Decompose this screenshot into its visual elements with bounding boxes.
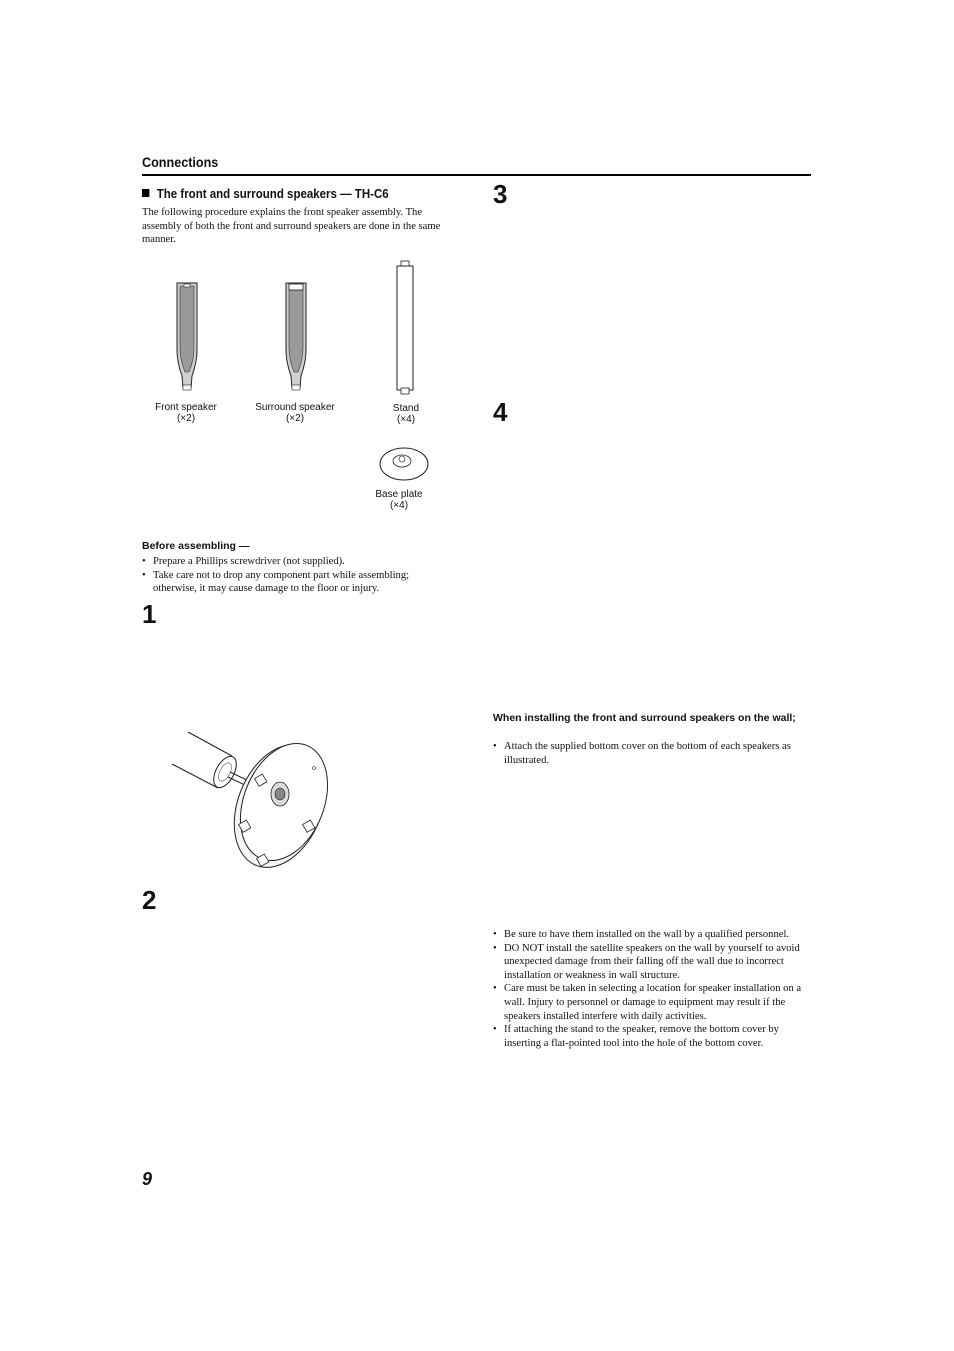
stand-illustration [394,260,416,396]
header-rule [142,174,811,176]
list-item: • Care must be taken in selecting a location for speaker installation on a wall. Injury to personnel or damage to equipment may result if the speakers installed interfere with daily activities. [493,982,811,1023]
front-speaker-caption [141,402,231,424]
front-speaker-qty: (×2) [176,413,196,424]
stand-caption [376,403,436,425]
base-plate-qty: (×4) [389,500,409,511]
base-plate-illustration [378,446,430,482]
step-number-3: 3 [493,179,508,209]
section-title: Connections [142,154,219,170]
wall-install-notes [493,928,811,1050]
step-number-4: 4 [493,397,508,427]
list-item: • Take care not to drop any component part while assembling; otherwise, it may cause damage to the floor or injury. [142,569,447,596]
list-item: • If attaching the stand to the speaker, remove the bottom cover by inserting a flat-pointed tool into the hole of the bottom cover. [493,1023,811,1050]
wall-install-list [493,740,811,767]
wall-install-heading: When installing the front and surround speakers on the wall; [493,712,796,724]
list-item: • Attach the supplied bottom cover on the bottom of each speakers as illustrated. [493,740,811,767]
before-assembling-list [142,555,447,596]
surround-speaker-illustration [281,280,311,394]
surround-speaker-caption [244,402,346,424]
list-item: • Prepare a Phillips screwdriver (not supplied). [142,555,447,569]
step-number-2: 2 [142,885,157,915]
list-item: • DO NOT install the satellite speakers on the wall by yourself to avoid unexpected damage from their falling off the wall due to incorrect installation or weakness in wall structure. [493,942,811,983]
front-speaker-illustration [172,280,202,394]
subsection-title: The front and surround speakers — TH-C6 [156,187,389,201]
subsection-heading [142,187,389,201]
base-plate-caption [364,489,434,511]
page-number: 9 [142,1169,153,1189]
stand-label: Stand [392,403,420,414]
square-bullet-icon [142,189,149,197]
surround-speaker-label: Surround speaker [255,402,335,413]
intro-paragraph: The following procedure explains the front speaker assembly. The assembly of both the front and surround speakers are done in the same manner. [142,207,441,246]
step-number-1: 1 [142,599,157,629]
base-plate-label: Base plate [375,489,423,500]
step-1-illustration [168,728,336,870]
list-item: • Be sure to have them installed on the wall by a qualified personnel. [493,928,811,942]
before-assembling-heading: Before assembling — [142,540,250,552]
surround-speaker-qty: (×2) [285,413,305,424]
stand-qty: (×4) [396,414,416,425]
front-speaker-label: Front speaker [155,402,217,413]
